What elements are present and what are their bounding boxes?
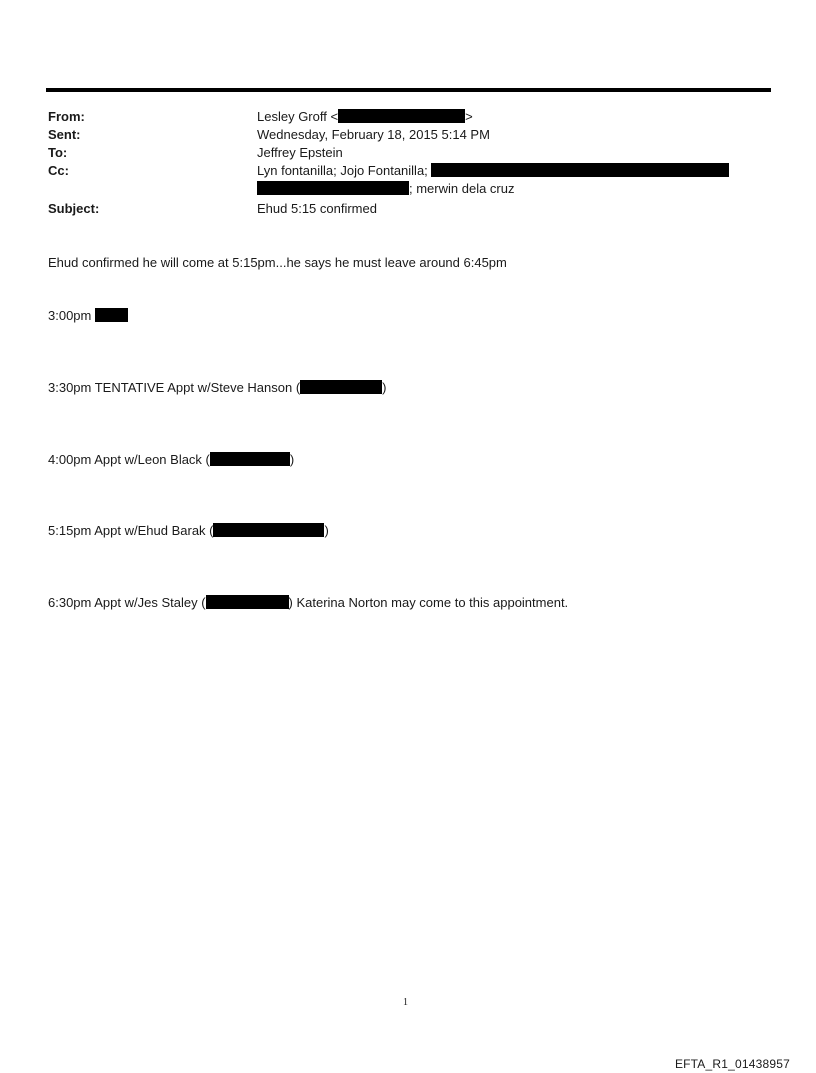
redaction-box [300, 380, 382, 394]
subject-label: Subject: [48, 201, 100, 216]
appt-text: 3:30pm TENTATIVE Appt w/Steve Hanson ( [48, 380, 301, 395]
redaction-box [213, 523, 324, 537]
appt-line-5 [48, 595, 568, 611]
header-rule [46, 88, 771, 92]
redaction-box [206, 595, 289, 609]
appt-text: 5:15pm Appt w/Ehud Barak ( [48, 523, 214, 538]
from-name: Lesley Groff < [257, 109, 339, 124]
from-close: > [465, 109, 473, 124]
cc-tail: ; merwin dela cruz [409, 181, 515, 196]
appt-close: ) [289, 452, 295, 467]
appt-note: ) Katerina Norton may come to this appointment. [288, 595, 569, 610]
redaction-box [210, 452, 290, 466]
appt-time: 3:00pm [48, 308, 92, 323]
cc-value-line2 [257, 181, 514, 197]
from-value [257, 109, 473, 125]
redaction-box [95, 308, 128, 322]
appt-line-1 [48, 308, 128, 324]
appt-line-4 [48, 523, 329, 539]
redaction-box [431, 163, 729, 177]
appt-close: ) [382, 380, 387, 395]
appt-text: 4:00pm Appt w/Leon Black ( [48, 452, 210, 467]
to-value: Jeffrey Epstein [257, 145, 343, 160]
bates-number: EFTA_R1_01438957 [674, 1057, 790, 1071]
cc-label: Cc: [48, 163, 69, 178]
sent-label: Sent: [48, 127, 81, 142]
body-intro: Ehud confirmed he will come at 5:15pm...he says he must leave around 6:45pm [48, 255, 507, 270]
from-label: From: [48, 109, 85, 124]
redaction-box [338, 109, 465, 123]
subject-value: Ehud 5:15 confirmed [257, 201, 377, 216]
cc-names: Lyn fontanilla; Jojo Fontanilla; [257, 163, 428, 178]
cc-value-line1 [257, 163, 729, 179]
to-label: To: [48, 145, 68, 160]
redaction-box [257, 181, 409, 195]
page-number: 1 [403, 997, 408, 1008]
appt-line-3 [48, 452, 294, 468]
appt-line-2 [48, 380, 387, 396]
appt-text: 6:30pm Appt w/Jes Staley ( [48, 595, 206, 610]
sent-value: Wednesday, February 18, 2015 5:14 PM [257, 127, 490, 142]
appt-close: ) [324, 523, 329, 538]
